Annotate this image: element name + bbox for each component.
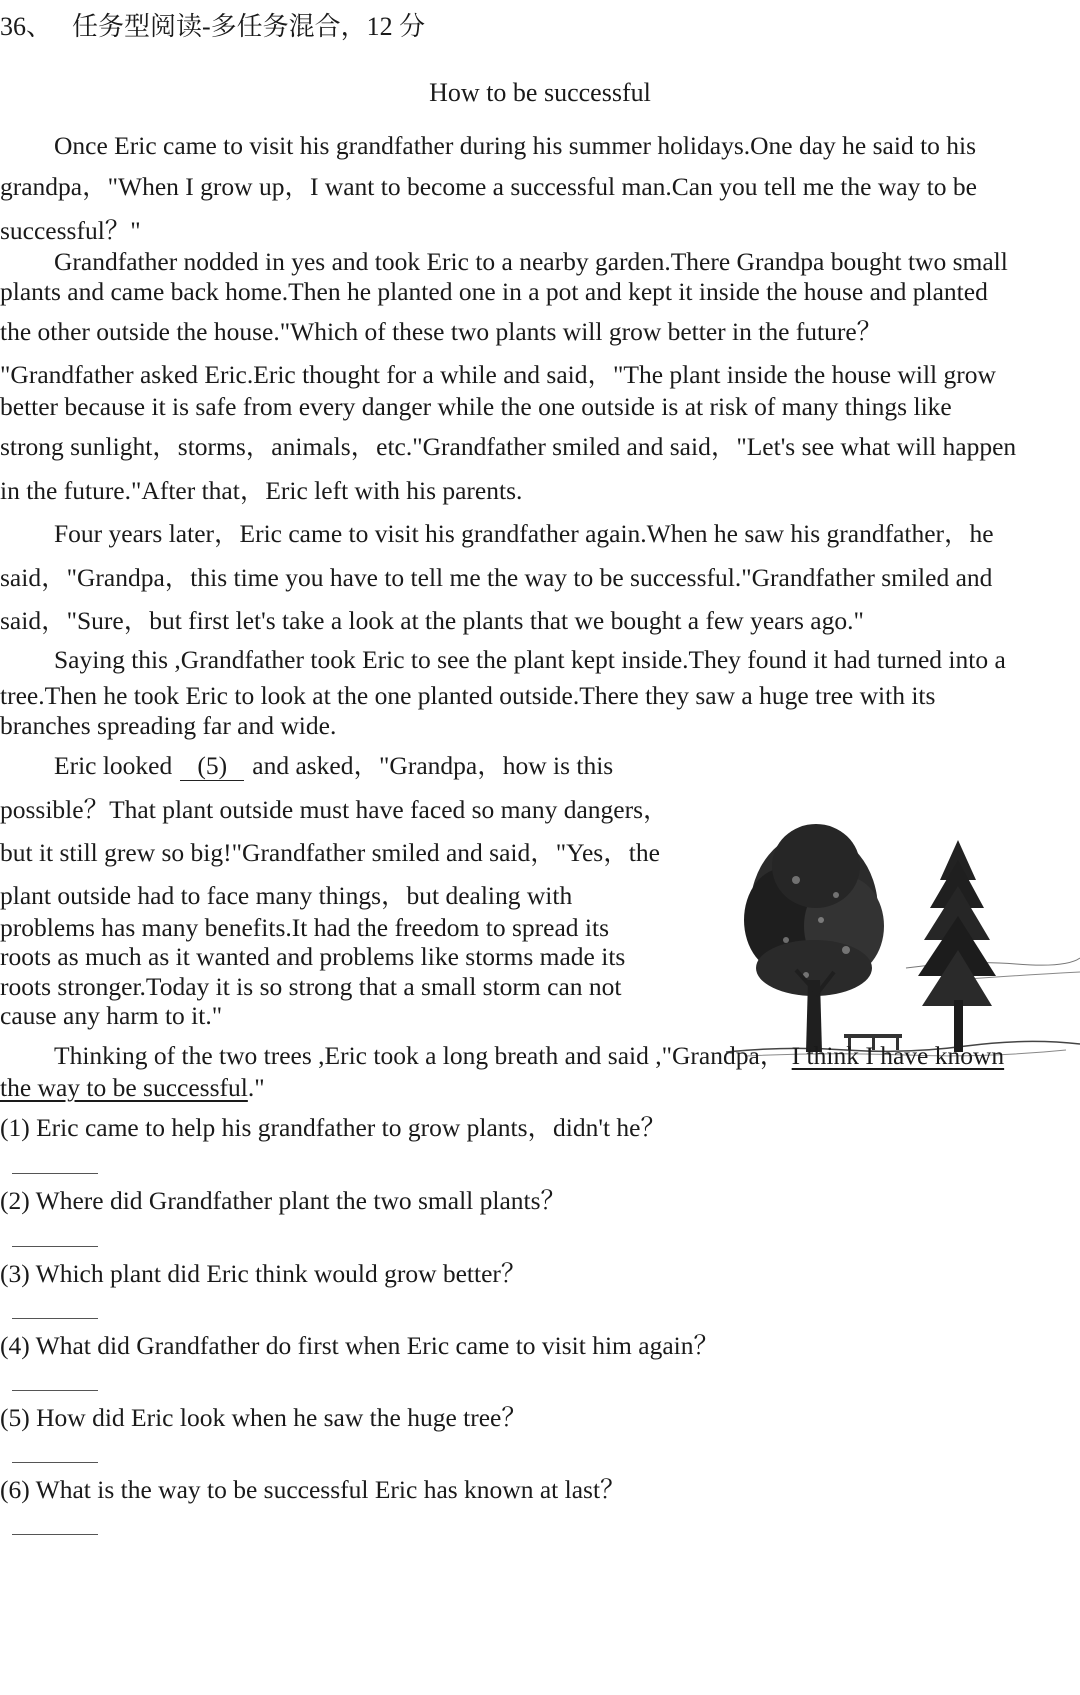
text-line: branches spreading far and wide. [0, 711, 337, 740]
text-line: strong sunlight，storms，animals，etc."Grandfather smiled and said，"Let's see what will happen [0, 432, 1017, 461]
text-line: said，"Sure，but first let's take a look at the plants that we bought a few years ago." [0, 606, 864, 635]
text-line: cause any harm to it." [0, 1001, 223, 1030]
underlined-sentence: I think I have known [791, 1041, 1005, 1070]
text-line: Eric looked (5) and asked，"Grandpa，how is this [54, 751, 614, 780]
text-line: roots as much as it wanted and problems like storms made its [0, 942, 626, 971]
answer-line-5[interactable] [12, 1462, 98, 1463]
text-line: but it still grew so big!"Grandfather smiled and said，"Yes，the [0, 838, 660, 867]
underlined-sentence: the way to be successful [0, 1073, 248, 1102]
passage-title: How to be successful [429, 78, 651, 107]
text-line: Saying this ,Grandfather took Eric to see the plant kept inside.They found it had turned into a [54, 645, 1006, 674]
question-number: 36、 [0, 12, 53, 41]
question-6: (6) What is the way to be successful Eric has known at last？ [0, 1475, 626, 1504]
answer-line-1[interactable] [12, 1173, 98, 1174]
text-line: the other outside the house."Which of these two plants will grow better in the future？ [0, 317, 883, 346]
text-line: Once Eric came to visit his grandfather during his summer holidays.One day he said to his [54, 131, 977, 160]
question-2: (2) Where did Grandfather plant the two small plants？ [0, 1186, 567, 1215]
question-1: (1) Eric came to help his grandfather to grow plants，didn't he？ [0, 1113, 666, 1142]
text-line: plant outside had to face many things，but dealing with [0, 881, 573, 910]
text-line: roots stronger.Today it is so strong that a small storm can not [0, 972, 622, 1001]
two-trees-illustration [726, 800, 1080, 1068]
answer-line-3[interactable] [12, 1318, 98, 1319]
text-line: better because it is safe from every danger while the one outside is at risk of many things like [0, 392, 952, 421]
text-line: Four years later，Eric came to visit his grandfather again.When he saw his grandfather，he [54, 519, 994, 548]
text-line: grandpa，"When I grow up，I want to become a successful man.Can you tell me the way to be [0, 172, 977, 201]
text-line: problems has many benefits.It had the freedom to spread its [0, 913, 609, 942]
text-line: "Grandfather asked Eric.Eric thought for a while and said，"The plant inside the house will grow [0, 360, 996, 389]
question-3: (3) Which plant did Eric think would grow better？ [0, 1259, 527, 1288]
answer-line-6[interactable] [12, 1534, 98, 1535]
text-line: possible？That plant outside must have faced so many dangers， [0, 795, 669, 824]
text-line: Grandfather nodded in yes and took Eric to a nearby garden.There Grandpa bought two small [54, 247, 1008, 276]
text-line: successful？" [0, 216, 141, 245]
text-line: tree.Then he took Eric to look at the one planted outside.There they saw a huge tree with its [0, 681, 936, 710]
text-line: in the future."After that，Eric left with his parents. [0, 476, 523, 505]
answer-blank-5[interactable]: (5) [180, 753, 244, 781]
answer-line-2[interactable] [12, 1246, 98, 1247]
question-4: (4) What did Grandfather do first when Eric came to visit him again？ [0, 1331, 719, 1360]
text-line: plants and came back home.Then he planted one in a pot and kept it inside the house and planted [0, 277, 988, 306]
question-type-label: 任务型阅读-多任务混合，12 分 [72, 12, 426, 41]
answer-line-4[interactable] [12, 1390, 98, 1391]
question-header [0, 6, 425, 43]
question-5: (5) How did Eric look when he saw the huge tree？ [0, 1403, 527, 1432]
text-line: the way to be successful." [0, 1073, 265, 1102]
text-line: said，"Grandpa，this time you have to tell me the way to be successful."Grandfather smiled and [0, 563, 993, 592]
text-line: Thinking of the two trees ,Eric took a long breath and said ,"Grandpa， I think I have known [54, 1041, 1005, 1070]
